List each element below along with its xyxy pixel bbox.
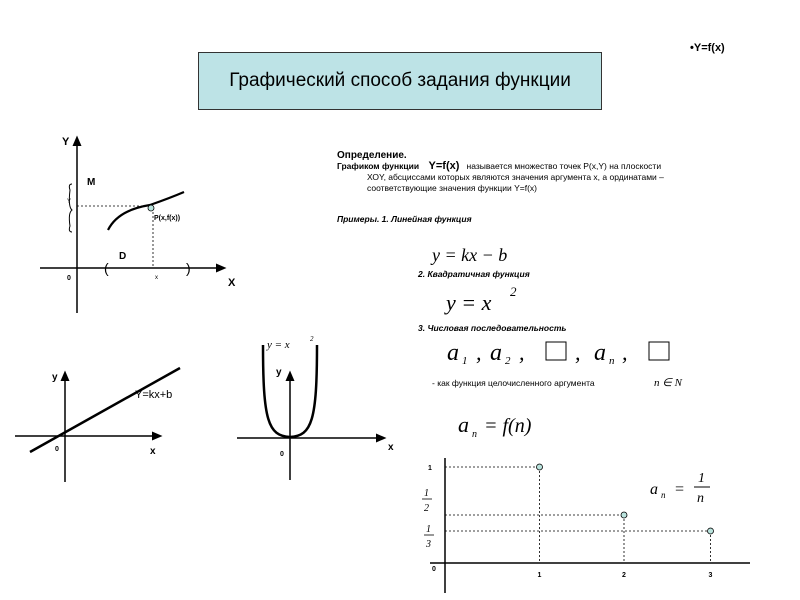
definition-term: Графиком функции [337, 161, 420, 171]
m-label: M [87, 177, 96, 188]
seq-y-tick-third-den: 3 [426, 539, 431, 550]
seq-point-1 [537, 464, 543, 470]
an-frac-den: n [697, 491, 704, 506]
quadratic-y-label: y [276, 367, 282, 378]
linear-origin: 0 [55, 446, 59, 453]
seq-a2: a [490, 340, 502, 366]
point-p-label: P(x,f(x)) [154, 215, 181, 222]
d-bracket-right: ) [186, 260, 191, 276]
point-p [148, 205, 154, 211]
linear-y-label: y [52, 372, 58, 383]
quadratic-formula-base: y = x [446, 290, 492, 315]
example-linear-heading: Примеры. 1. Линейная функция [337, 214, 472, 224]
an-frac-a: a [650, 481, 658, 498]
an-frac-sub: n [661, 490, 666, 500]
linear-label: Y=kx+b [135, 389, 173, 401]
seq-y-tick-half-den: 2 [424, 503, 429, 514]
seq-origin: 0 [432, 566, 436, 573]
seq-x-tick-1: 1 [537, 572, 542, 579]
general-y-label: Y [62, 136, 70, 148]
general-function-graph [40, 136, 236, 313]
quadratic-function-graph [237, 335, 394, 480]
m-brace [69, 184, 72, 232]
definition-heading: Определение. [337, 150, 407, 161]
example-sequence-heading: 3. Числовая последовательность [418, 323, 567, 333]
d-label: D [119, 251, 127, 262]
quadratic-label: y = x [267, 339, 290, 351]
quadratic-formula-exp: 2 [510, 284, 517, 299]
membership-formula: n ∈ N [654, 377, 682, 389]
y-tick-label: Y [67, 199, 72, 205]
seq-a1: a [447, 340, 459, 366]
quadratic-label-exp: 2 [310, 335, 314, 343]
an-fn-rhs: = f(n) [484, 415, 532, 437]
seq-comma-1: , [476, 340, 482, 365]
an-frac-num: 1 [698, 471, 705, 486]
definition-line1: называется множество точек Р(х,Y) на плоскости [466, 161, 662, 171]
general-origin: 0 [67, 275, 71, 282]
seq-comma-2: , [519, 340, 525, 365]
x-tick-label: x [155, 275, 158, 281]
seq-comma-4: , [622, 340, 628, 365]
seq-point-3 [708, 528, 714, 534]
linear-function-graph [15, 368, 180, 482]
linear-x-label: x [150, 446, 156, 457]
definition-line2: ХОY, абсциссами которых являются значения аргумента х, а ординатами – [367, 172, 664, 182]
an-fn-a: a [458, 412, 469, 437]
quadratic-formula [444, 284, 517, 315]
quadratic-origin: 0 [280, 451, 284, 458]
definition-fx: Y=f(x) [428, 160, 460, 172]
definition-line3: соответствующие значения функции Y=f(x) [367, 183, 537, 193]
page-title: Графический способ задания функции [198, 52, 602, 110]
an-fn-sub: n [472, 429, 477, 440]
seq-box-2 [649, 342, 669, 360]
an-frac-formula [650, 471, 710, 506]
seq-sub-2: 2 [505, 355, 511, 367]
seq-sub-n: n [609, 355, 615, 367]
example-quadratic-heading: 2. Квадратичная функция [418, 269, 530, 279]
d-bracket-left: ( [104, 260, 109, 276]
seq-box-1 [546, 342, 566, 360]
quadratic-x-label: x [388, 442, 394, 453]
general-x-label: X [228, 277, 236, 289]
seq-y-tick-third-num: 1 [426, 524, 431, 535]
seq-x-tick-2: 2 [622, 572, 626, 579]
seq-an: a [594, 340, 606, 366]
seq-x-tick-3: 3 [708, 572, 713, 579]
sequence-note: - как функция целочисленного аргумента [432, 378, 595, 388]
an-frac-eq: = [674, 481, 685, 498]
seq-sub-1: 1 [462, 355, 468, 367]
seq-y-tick-1: 1 [428, 465, 432, 472]
seq-comma-3: , [575, 340, 581, 365]
seq-point-2 [621, 512, 627, 518]
sequence-formula [447, 340, 669, 367]
linear-formula-text: y = kx − b [432, 245, 508, 265]
bullet-formula: •Y=f(x) [690, 42, 725, 54]
linear-formula [430, 245, 507, 265]
seq-y-tick-half-num: 1 [424, 488, 429, 499]
function-curve [108, 192, 184, 230]
an-fn-formula [458, 412, 532, 440]
